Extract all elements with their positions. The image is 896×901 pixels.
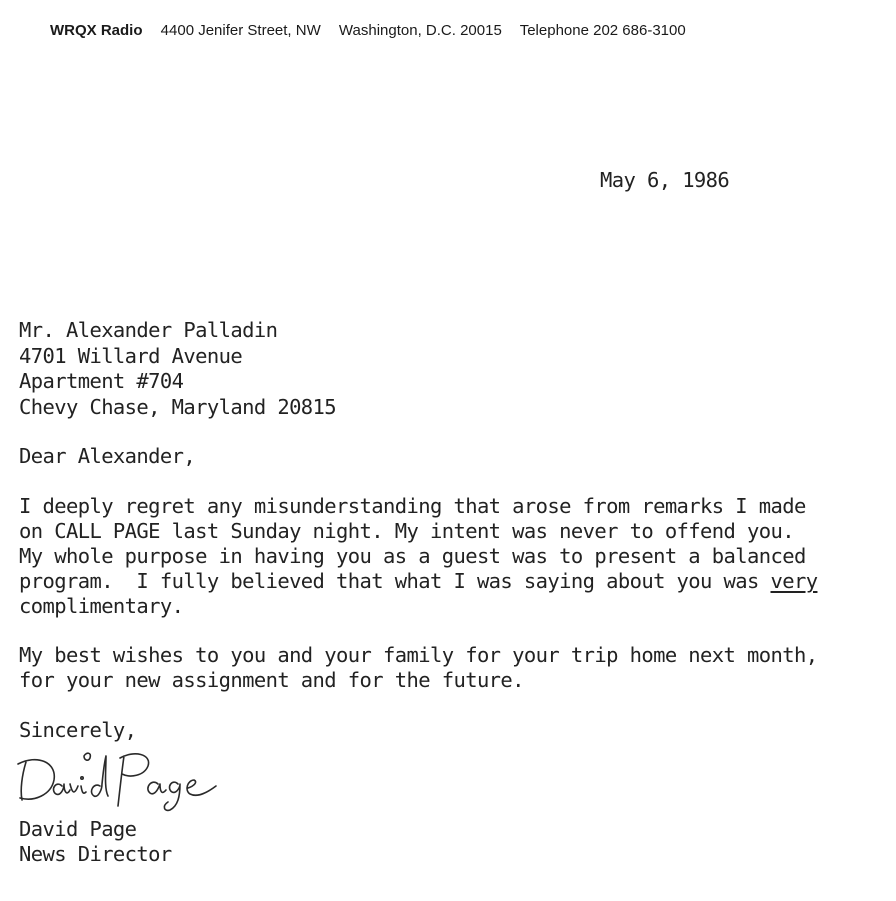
paragraph-line: for your new assignment and for the future. xyxy=(19,668,524,692)
letterhead-telephone: Telephone 202 686-3100 xyxy=(519,22,686,39)
signer-name: David Page xyxy=(19,817,137,841)
recipient-name: Mr. Alexander Palladin xyxy=(19,318,278,342)
paragraph-line: My whole purpose in having you as a guest was to present a balanced xyxy=(19,544,806,568)
recipient-address xyxy=(19,318,336,420)
paragraph-line: complimentary. xyxy=(19,594,184,618)
letterhead xyxy=(50,22,686,39)
letter-date: May 6, 1986 xyxy=(600,168,730,192)
recipient-apartment: Apartment #704 xyxy=(19,369,184,393)
recipient-street: 4701 Willard Avenue xyxy=(19,343,243,368)
closing: Sincerely, xyxy=(19,718,137,742)
paragraph-line: on CALL PAGE last Sunday night. My intent was never to offend you. xyxy=(19,519,794,543)
signer-title: News Director xyxy=(19,842,172,866)
letterhead-city: Washington, D.C. 20015 xyxy=(338,22,502,39)
body-paragraph-2 xyxy=(19,643,817,693)
signature-block xyxy=(19,817,172,867)
recipient-city: Chevy Chase, Maryland 20815 xyxy=(19,394,337,419)
paragraph-line: My best wishes to you and your family for your trip home next month, xyxy=(19,643,818,667)
paragraph-line: I deeply regret any misunderstanding that arose from remarks I made xyxy=(19,494,806,518)
letterhead-street: 4400 Jenifer Street, NW xyxy=(160,22,321,39)
body-paragraph-1 xyxy=(19,494,817,619)
paragraph-line xyxy=(19,569,817,594)
paragraph-line-text: program. I fully believed that what I was saying about you was xyxy=(19,569,771,593)
salutation: Dear Alexander, xyxy=(19,444,196,468)
handwritten-signature xyxy=(12,740,227,815)
station-name: WRQX Radio xyxy=(50,22,143,39)
emphasized-word: very xyxy=(770,569,818,593)
